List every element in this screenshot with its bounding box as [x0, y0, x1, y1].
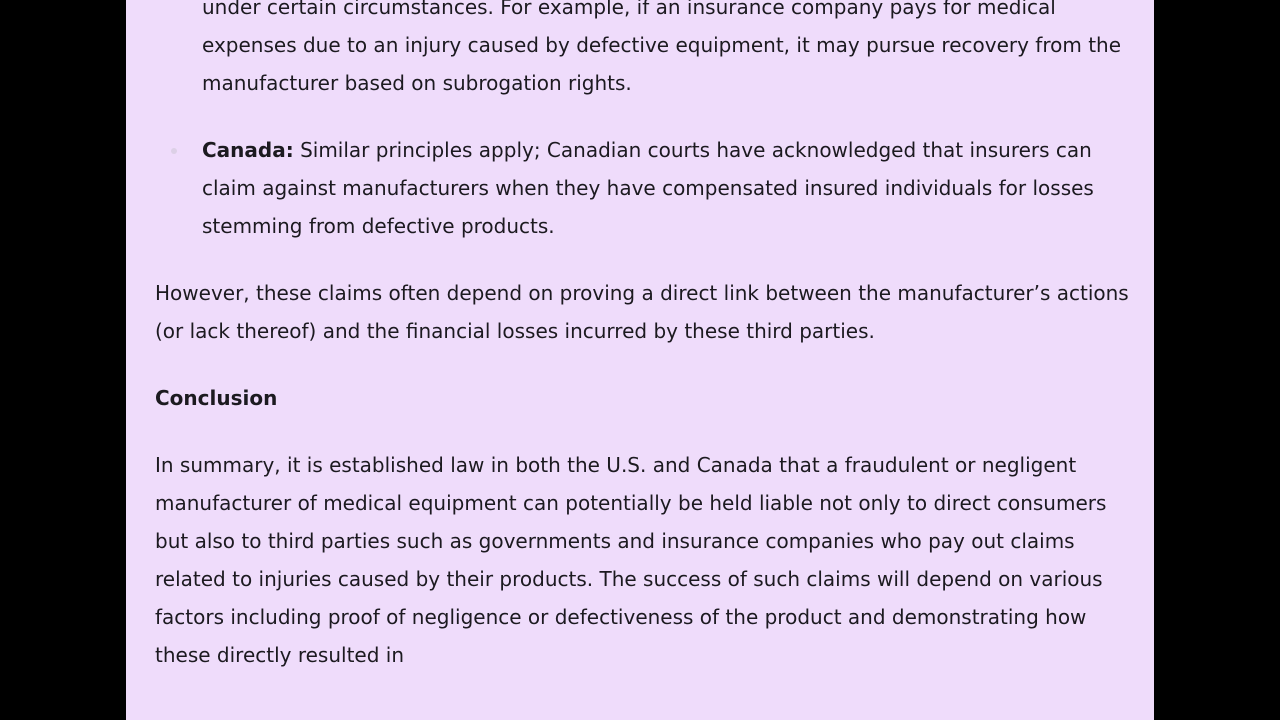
document-page — [126, 0, 1154, 720]
paragraph-however: However, these claims often depend on proving a direct link between the manufacturer’s actions (or lack thereof) and the financial losses incurred by these third parties. — [155, 281, 1129, 343]
document-content — [155, 0, 1130, 674]
list-item-canada — [155, 131, 1130, 245]
bullet-text: Similar principles apply; Canadian courts have acknowledged that insurers can claim against manufacturers when they have compensated insured individuals for losses stemming from defective products. — [202, 138, 1094, 238]
bullet-dot-icon — [171, 148, 177, 154]
bullet-label: Canada: — [202, 138, 294, 162]
conclusion-heading-text: Conclusion — [155, 386, 278, 410]
conclusion-heading — [155, 379, 1130, 417]
list-item-insurers-us — [155, 0, 1130, 102]
bullet-text: under certain circumstances. For example, if an insurance company pays for medical expenses due to an injury caused by defective equipment, it may pursue recovery from the manufacturer based on subrogation rights. — [202, 0, 1122, 95]
bullet-list — [155, 0, 1130, 245]
conclusion-paragraph: In summary, it is established law in both the U.S. and Canada that a fraudulent or negligent manufacturer of medical equipment can potentially be held liable not only to direct consumers but also to third parties such as governments and insurance companies who pay out claims related to injuries caused by their products. The success of such claims will depend on various factors including proof of negligence or defectiveness of the product and demonstrating how these directly resulted in — [155, 453, 1107, 667]
